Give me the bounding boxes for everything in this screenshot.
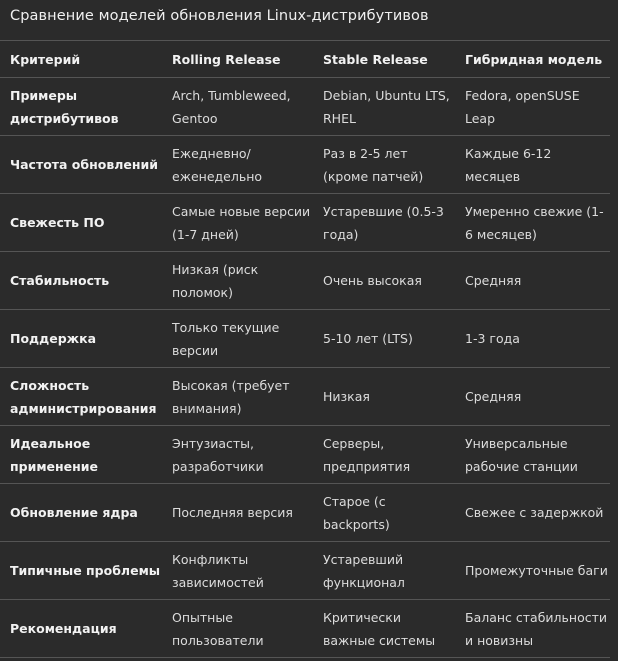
cell-hybrid: Fedora, openSUSE Leap xyxy=(455,78,610,136)
row-criterion: Типичные проблемы xyxy=(0,542,162,600)
row-criterion: Стабильность xyxy=(0,252,162,310)
cell-stable: Очень высокая xyxy=(313,252,455,310)
cell-rolling: Энтузиасты, разработчики xyxy=(162,426,313,484)
table-row xyxy=(0,484,610,542)
cell-rolling: Только текущие версии xyxy=(162,310,313,368)
table-row xyxy=(0,542,610,600)
cell-stable: Debian, Ubuntu LTS, RHEL xyxy=(313,78,455,136)
row-criterion: Примеры дистрибутивов xyxy=(0,78,162,136)
cell-stable: Критически важные системы xyxy=(313,600,455,658)
row-criterion: Обновление ядра xyxy=(0,484,162,542)
table-row xyxy=(0,194,610,252)
cell-rolling: Arch, Tumbleweed, Gentoo xyxy=(162,78,313,136)
column-header-rolling: Rolling Release xyxy=(162,41,313,78)
cell-rolling: Конфликты зависимостей xyxy=(162,542,313,600)
cell-stable: Устаревшие (0.5-3 года) xyxy=(313,194,455,252)
cell-rolling: Высокая (требует внимания) xyxy=(162,368,313,426)
cell-stable: Раз в 2-5 лет (кроме патчей) xyxy=(313,136,455,194)
row-criterion: Свежесть ПО xyxy=(0,194,162,252)
cell-stable: 5-10 лет (LTS) xyxy=(313,310,455,368)
table-row xyxy=(0,600,610,658)
cell-rolling: Самые новые версии (1-7 дней) xyxy=(162,194,313,252)
cell-stable: Устаревший функционал xyxy=(313,542,455,600)
cell-rolling: Низкая (риск поломок) xyxy=(162,252,313,310)
table-row xyxy=(0,78,610,136)
table-row xyxy=(0,368,610,426)
cell-hybrid: Баланс стабильности и новизны xyxy=(455,600,610,658)
row-criterion: Поддержка xyxy=(0,310,162,368)
cell-hybrid: Промежуточные баги xyxy=(455,542,610,600)
cell-hybrid: Свежее с задержкой xyxy=(455,484,610,542)
comparison-table xyxy=(0,40,610,658)
table-row xyxy=(0,310,610,368)
table-row xyxy=(0,426,610,484)
cell-hybrid: Универсальные рабочие станции xyxy=(455,426,610,484)
cell-hybrid: 1-3 года xyxy=(455,310,610,368)
cell-rolling: Ежедневно/еженедельно xyxy=(162,136,313,194)
cell-stable: Низкая xyxy=(313,368,455,426)
cell-hybrid: Средняя xyxy=(455,252,610,310)
cell-rolling: Последняя версия xyxy=(162,484,313,542)
column-header-stable: Stable Release xyxy=(313,41,455,78)
table-row xyxy=(0,252,610,310)
row-criterion: Рекомендация xyxy=(0,600,162,658)
cell-hybrid: Каждые 6-12 месяцев xyxy=(455,136,610,194)
cell-stable: Серверы, предприятия xyxy=(313,426,455,484)
table-row xyxy=(0,136,610,194)
row-criterion: Сложность администрирования xyxy=(0,368,162,426)
page-title: Сравнение моделей обновления Linux-дистрибутивов xyxy=(10,8,429,24)
column-header-criterion: Критерий xyxy=(0,41,162,78)
table-header-row xyxy=(0,41,610,78)
column-header-hybrid: Гибридная модель xyxy=(455,41,610,78)
row-criterion: Идеальное применение xyxy=(0,426,162,484)
cell-hybrid: Умеренно свежие (1-6 месяцев) xyxy=(455,194,610,252)
cell-hybrid: Средняя xyxy=(455,368,610,426)
cell-stable: Старое (с backports) xyxy=(313,484,455,542)
cell-rolling: Опытные пользователи xyxy=(162,600,313,658)
row-criterion: Частота обновлений xyxy=(0,136,162,194)
